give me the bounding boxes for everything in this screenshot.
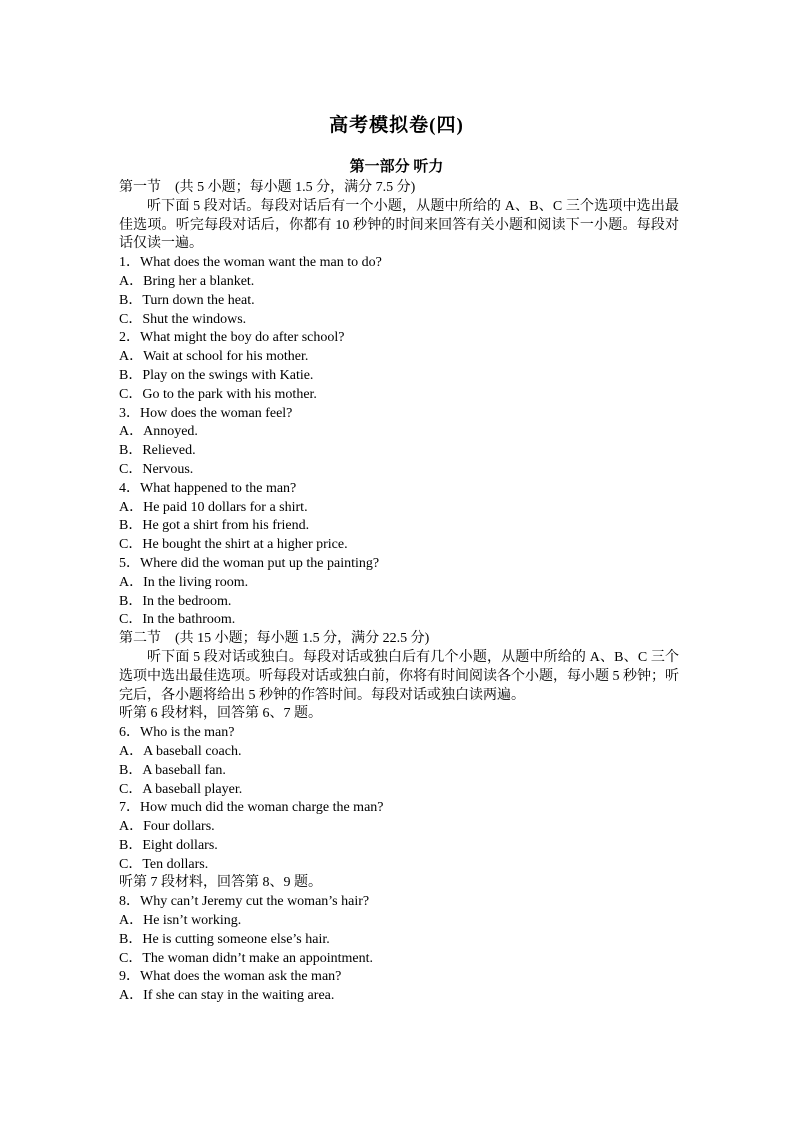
question-8-stem: 8．Why can’t Jeremy cut the woman’s hair? bbox=[119, 894, 370, 910]
question-7-option-a: A．Four dollars. bbox=[119, 819, 215, 835]
question-3-stem: 3．How does the woman feel? bbox=[119, 405, 293, 421]
question-5-option-b: B．In the bedroom. bbox=[119, 593, 232, 609]
question-2-stem: 2．What might the boy do after school? bbox=[119, 330, 345, 346]
question-7-option-b: B．Eight dollars. bbox=[119, 837, 218, 853]
question-2-option-a: A．Wait at school for his mother. bbox=[119, 349, 309, 365]
question-4-stem: 4．What happened to the man? bbox=[119, 480, 297, 496]
question-2-option-b: B．Play on the swings with Katie. bbox=[119, 367, 314, 383]
material-7-note: 听第 7 段材料，回答第 8、9 题。 bbox=[119, 875, 322, 891]
question-8-option-a: A．He isn’t working. bbox=[119, 913, 242, 929]
question-7-stem: 7．How much did the woman charge the man? bbox=[119, 800, 384, 816]
question-6-stem: 6．Who is the man? bbox=[119, 725, 235, 741]
question-3-option-b: B．Relieved. bbox=[119, 443, 196, 459]
question-1-option-a: A．Bring her a blanket. bbox=[119, 273, 255, 289]
question-1-option-c: C．Shut the windows. bbox=[119, 311, 247, 327]
question-8-option-b: B．He is cutting someone else’s hair. bbox=[119, 931, 330, 947]
question-2-option-c: C．Go to the park with his mother. bbox=[119, 386, 317, 402]
question-7-option-c: C．Ten dollars. bbox=[119, 856, 209, 872]
question-4-option-a: A．He paid 10 dollars for a shirt. bbox=[119, 499, 308, 515]
question-3-option-c: C．Nervous. bbox=[119, 461, 194, 477]
section2-heading: 第二节 (共 15 小题；每小题 1.5 分，满分 22.5 分) bbox=[119, 631, 430, 647]
question-4-option-c: C．He bought the shirt at a higher price. bbox=[119, 537, 348, 553]
exam-body bbox=[119, 179, 679, 1006]
question-9-option-a: A．If she can stay in the waiting area. bbox=[119, 988, 335, 1004]
section1-heading: 第一节 (共 5 小题；每小题 1.5 分，满分 7.5 分) bbox=[119, 180, 416, 195]
question-6-option-b: B．A baseball fan. bbox=[119, 762, 226, 778]
page-title: 高考模拟卷(四) bbox=[329, 115, 464, 136]
question-3-option-a: A．Annoyed. bbox=[119, 424, 198, 440]
question-6-option-a: A．A baseball coach. bbox=[119, 743, 242, 759]
question-1-option-b: B．Turn down the heat. bbox=[119, 292, 255, 308]
question-5-stem: 5．Where did the woman put up the painting? bbox=[119, 555, 380, 571]
question-1-stem: 1．What does the woman want the man to do? bbox=[119, 255, 382, 271]
section2-instructions: 听下面 5 段对话或独白。每段对话或独白后有几个小题，从题中所给的 A、B、C 三个选项中选出最佳选项。听每段对话或独白前，你将有时间阅读各个小题，每小题 5 秒钟；听完后，各小题将给出 5 秒钟的作答时间。每段对话或独白读两遍。 bbox=[119, 649, 679, 703]
question-6-option-c: C．A baseball player. bbox=[119, 781, 243, 797]
material-6-note: 听第 6 段材料，回答第 6、7 题。 bbox=[119, 706, 322, 722]
question-5-option-c: C．In the bathroom. bbox=[119, 612, 236, 628]
question-9-stem: 9．What does the woman ask the man? bbox=[119, 969, 342, 985]
question-8-option-c: C．The woman didn’t make an appointment. bbox=[119, 950, 374, 966]
part-heading: 第一部分 听力 bbox=[349, 159, 444, 175]
section1-instructions: 听下面 5 段对话。每段对话后有一个小题，从题中所给的 A、B、C 三个选项中选出最佳选项。听完每段对话后，你都有 10 秒钟的时间来回答有关小题和阅读下一小题。每段对话仅读一遍。 bbox=[119, 198, 679, 252]
question-4-option-b: B．He got a shirt from his friend. bbox=[119, 518, 310, 534]
question-5-option-a: A．In the living room. bbox=[119, 574, 249, 590]
